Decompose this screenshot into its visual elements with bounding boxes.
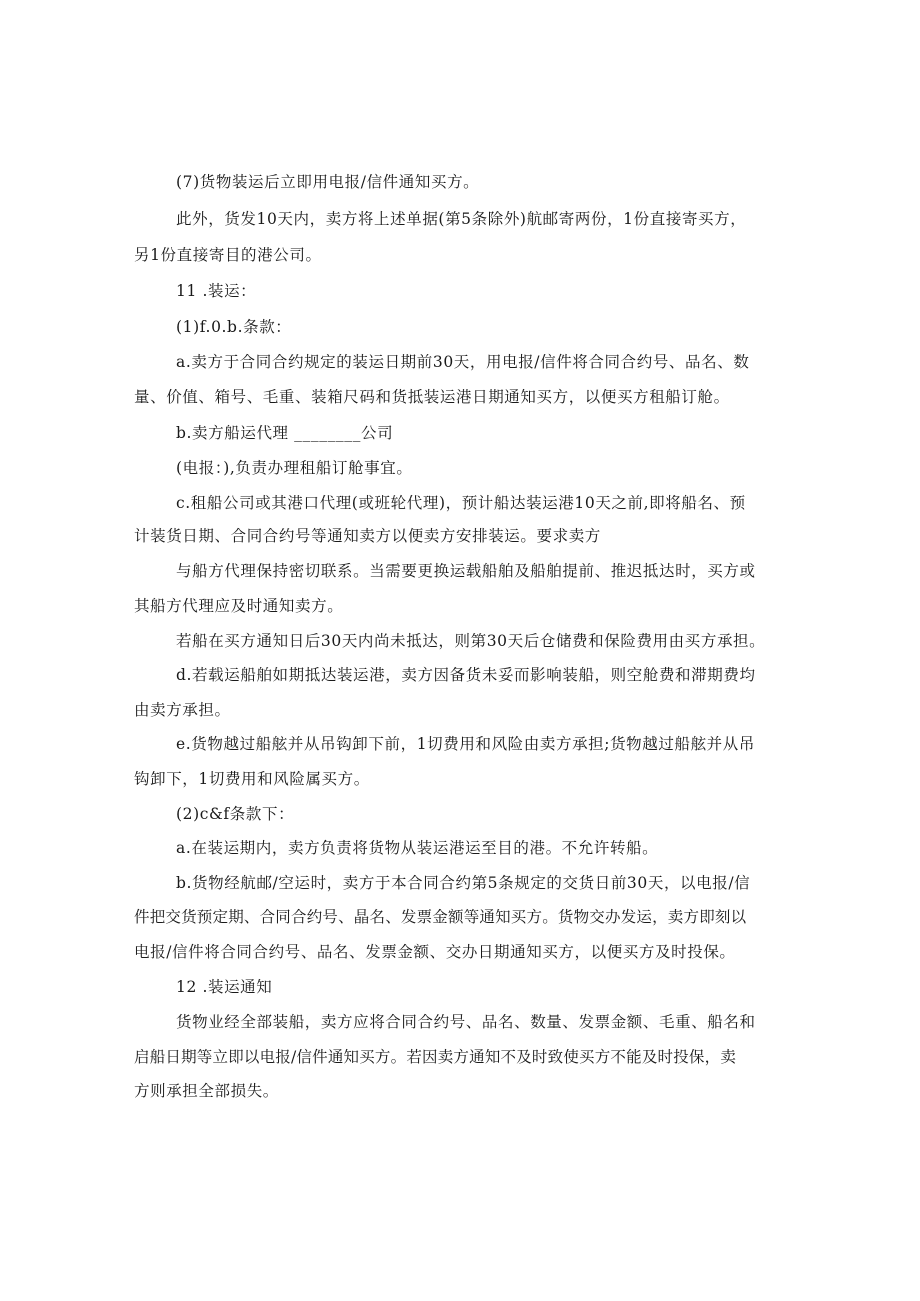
paragraph-line: b.货物经航邮/空运时，卖方于本合同合约第5条规定的交货日前30天，以电报/信	[176, 874, 751, 892]
paragraph-line: 启船日期等立即以电报/信件通知买方。若因卖方通知不及时致使买方不能及时投保，卖	[134, 1048, 737, 1066]
paragraph-line: 电报/信件将合同合约号、品名、发票金额、交办日期通知买方，以便买方及时投保。	[134, 943, 736, 961]
paragraph-line: 钩卸下，1切费用和风险属买方。	[134, 770, 370, 788]
subsection-heading: (2)c&f条款下：	[176, 805, 295, 823]
paragraph-line: (电报：),负责办理租船订舱事宜。	[176, 459, 413, 477]
paragraph-line: d.若载运船舶如期抵达装运港，卖方因备货未妥而影响装船，则空舱费和滞期费均	[176, 666, 756, 684]
paragraph-line: e.货物越过船舷并从吊钩卸下前，1切费用和风险由卖方承担;货物越过船舷并从吊	[176, 735, 755, 753]
paragraph-line: 量、价值、箱号、毛重、装箱尺码和货抵装运港日期通知买方，以便买方租船订舱。	[134, 388, 730, 406]
paragraph-line: 与船方代理保持密切联系。当需要更换运载船舶及船舶提前、推迟抵达时，买方或	[176, 562, 756, 580]
paragraph-line: 货物业经全部装船，卖方应将合同合约号、品名、数量、发票金额、毛重、船名和	[176, 1013, 756, 1031]
paragraph-line: 件把交货预定期、合同合约号、晶名、发票金额等通知买方。货物交办发运，卖方即刻以	[134, 908, 747, 926]
paragraph-line: 另1份直接寄目的港公司。	[134, 246, 322, 264]
paragraph-line: 由卖方承担。	[134, 701, 231, 719]
paragraph-line: c.租船公司或其港口代理(或班轮代理)，预计船达装运港10天之前,即将船名、预	[176, 494, 746, 512]
paragraph-line: b.卖方船运代理 ________公司	[176, 424, 394, 442]
paragraph-line: a.卖方于合同合约规定的装运日期前30天，用电报/信件将合同合约号、品名、数	[176, 353, 750, 371]
section-heading: 11 .装运：	[176, 282, 257, 300]
paragraph-line: 此外，货发10天内，卖方将上述单据(第5条除外)航邮寄两份，1份直接寄买方，	[176, 210, 747, 228]
section-heading: 12 .装运通知	[176, 978, 273, 996]
paragraph-line: (7)货物装运后立即用电报/信件通知买方。	[176, 173, 480, 191]
paragraph-line: 方则承担全部损失。	[134, 1082, 279, 1100]
paragraph-line: a.在装运期内，卖方负责将货物从装运港运至目的港。不允许转船。	[176, 839, 659, 857]
paragraph-line: 其船方代理应及时通知卖方。	[134, 597, 344, 615]
paragraph-line: 若船在买方通知日后30天内尚未抵达，则第30天后仓储费和保险费用由买方承担。	[176, 632, 766, 650]
paragraph-line: 计装货日期、合同合约号等通知卖方以便卖方安排装运。要求卖方	[134, 527, 601, 545]
subsection-heading: (1)f.0.b.条款：	[176, 318, 292, 336]
